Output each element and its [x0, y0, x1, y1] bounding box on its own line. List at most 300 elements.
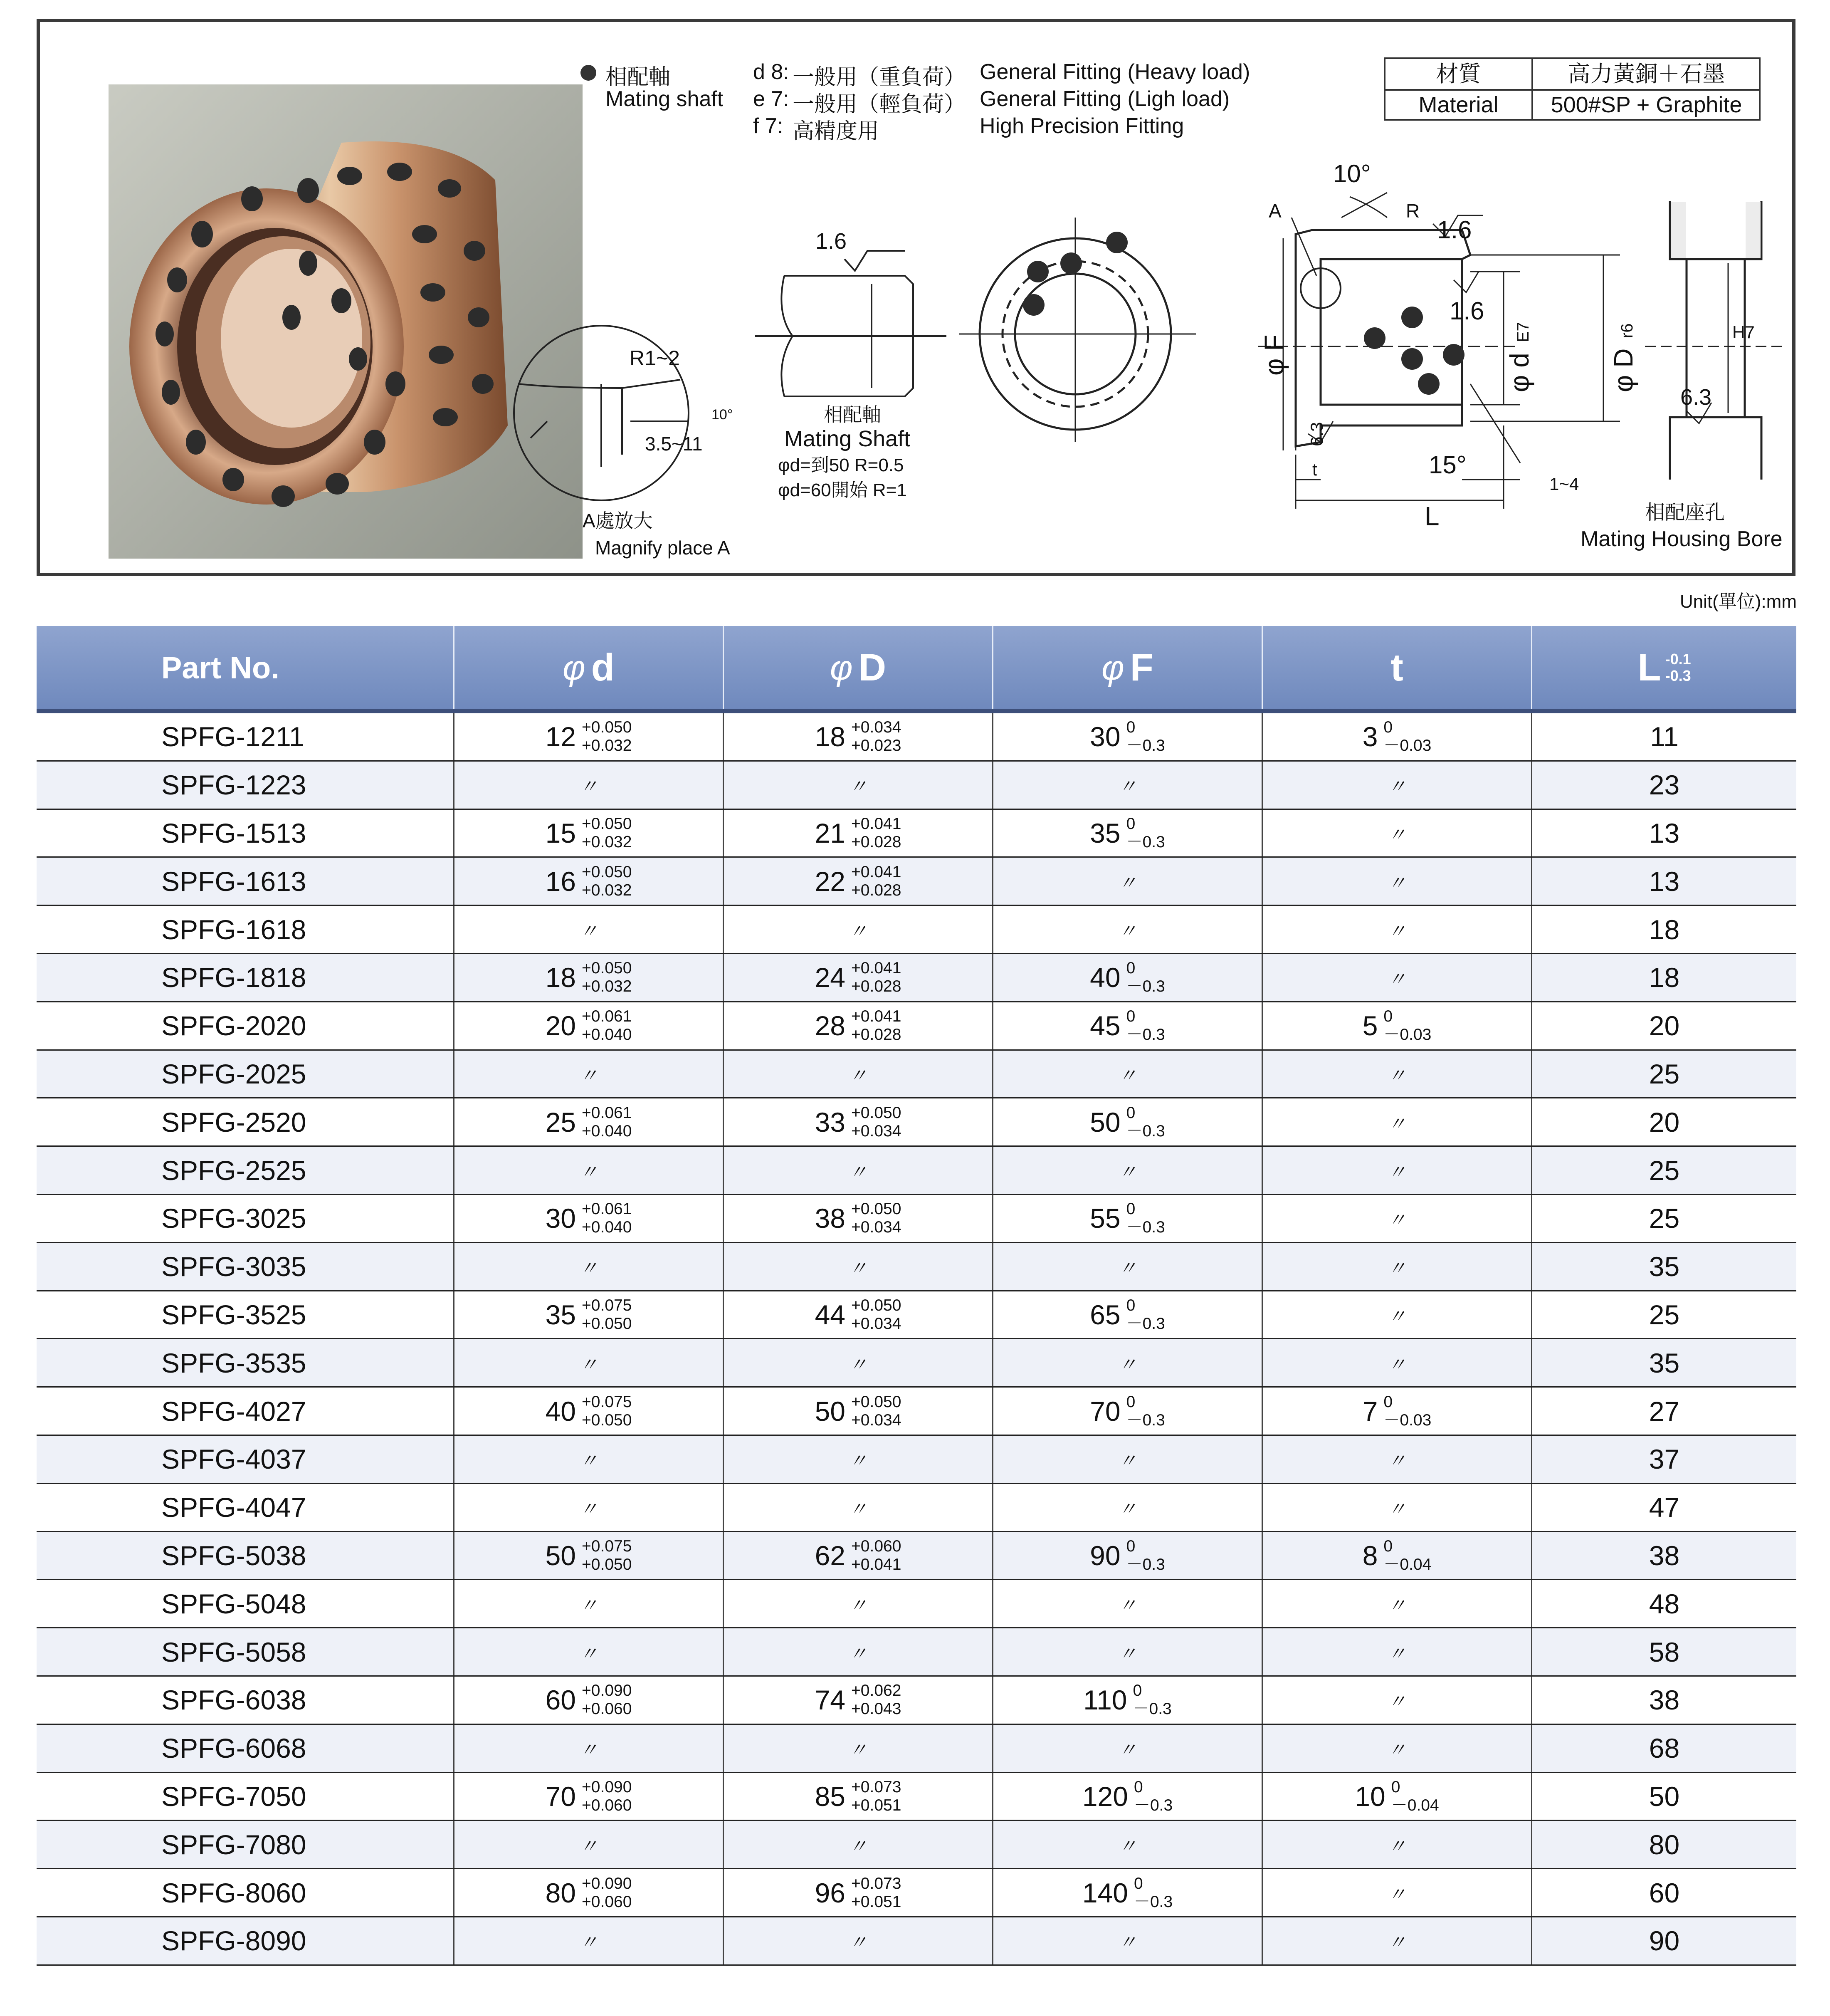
nominal-value: 80: [545, 1877, 576, 1908]
ditto-mark: 〃: [579, 921, 598, 942]
fit-en-e7: General Fitting (Ligh load): [980, 87, 1230, 111]
cell-d-outer: [724, 858, 993, 905]
cell-part: [37, 858, 454, 905]
tolerance-lower: +0.040: [582, 1026, 632, 1044]
ditto-mark: 〃: [1388, 777, 1406, 797]
tolerance-lower: +0.060: [582, 1892, 632, 1911]
part-number: SPFG-5048: [161, 1588, 306, 1619]
tolerance-lower: +0.050: [582, 1411, 632, 1429]
section-rough-top: 1.6: [1437, 216, 1472, 244]
tolerance-lower: －0.3: [1126, 977, 1165, 996]
tolerance-lower: +0.032: [582, 737, 632, 755]
ditto-mark: 〃: [849, 1065, 867, 1086]
housing-caption-en: Mating Housing Bore: [1581, 527, 1783, 551]
nominal-value: 7: [1362, 1395, 1378, 1427]
tolerance-lower: +0.051: [851, 1892, 901, 1911]
tolerance-upper: +0.075: [582, 1296, 632, 1314]
housing-roughness-label: 6.3: [1680, 385, 1712, 410]
table-row: [37, 1917, 1796, 1966]
fit-code-e7: e 7:: [753, 87, 789, 111]
cell-d: [454, 1436, 724, 1483]
cell-d: [454, 1098, 724, 1145]
cell-l: [1532, 762, 1796, 809]
tolerance: [582, 959, 632, 996]
tolerance-upper: +0.041: [851, 863, 901, 881]
cell-d-outer: [724, 1388, 993, 1435]
tolerance-upper: +0.041: [851, 959, 901, 977]
nominal-value: 15: [545, 817, 576, 848]
length-value: 23: [1649, 769, 1680, 801]
tolerance-upper: 0: [1134, 1874, 1143, 1892]
ditto-mark: 〃: [579, 1162, 598, 1182]
header-big-d-label: D: [858, 646, 887, 689]
part-number: SPFG-7080: [161, 1829, 306, 1860]
cell-d-outer: [724, 810, 993, 857]
section-dim-big-d-fit: r6: [1618, 323, 1636, 338]
ditto-mark: 〃: [1388, 1306, 1406, 1327]
fit-cn-e7: 一般用（輕負荷）: [793, 92, 966, 116]
tolerance: [1126, 959, 1165, 996]
cell-d: [454, 1821, 724, 1868]
tolerance: [582, 1778, 632, 1815]
cell-part: [37, 1821, 454, 1868]
tolerance: [1126, 718, 1165, 755]
cell-part: [37, 1917, 454, 1964]
tolerance-upper: +0.060: [851, 1537, 901, 1555]
tolerance-upper: +0.050: [851, 1393, 901, 1411]
part-number: SPFG-5058: [161, 1636, 306, 1667]
tolerance-lower: +0.041: [851, 1555, 901, 1573]
magnify-length-label: 3.5~11: [645, 433, 703, 455]
length-value: 11: [1650, 721, 1679, 752]
cell-l: [1532, 1339, 1796, 1386]
nominal-value: 50: [1090, 1106, 1121, 1138]
cell-l: [1532, 1388, 1796, 1435]
cell-f: [993, 1677, 1263, 1724]
legend-title-en: Mating shaft: [605, 87, 724, 111]
nominal-value: 45: [1090, 1010, 1121, 1041]
tolerance-upper: 0: [1126, 718, 1136, 737]
cell-t: [1263, 1243, 1532, 1290]
tolerance: [851, 1778, 901, 1815]
header-d-label: d: [591, 646, 615, 689]
nominal-value: 18: [545, 962, 576, 993]
shaft-caption-cn: 相配軸: [824, 404, 881, 425]
tolerance-upper: +0.090: [582, 1778, 632, 1796]
cell-t: [1263, 810, 1532, 857]
section-dim-big-d: φ D: [1608, 348, 1638, 392]
ditto-mark: 〃: [849, 1836, 867, 1857]
tolerance-upper: +0.050: [851, 1200, 901, 1218]
tolerance-lower: +0.034: [851, 1411, 901, 1429]
cell-l: [1532, 1725, 1796, 1772]
cell-d: [454, 906, 724, 953]
tolerance-upper: 0: [1391, 1778, 1400, 1796]
tolerance: [1391, 1778, 1439, 1815]
magnify-angle-label: 10°: [711, 407, 733, 423]
nominal-value: 33: [815, 1106, 846, 1138]
cell-part: [37, 906, 454, 953]
shaft-caption-en: Mating Shaft: [784, 426, 911, 451]
nominal-value: 50: [815, 1395, 846, 1427]
cell-d-outer: [724, 1147, 993, 1194]
ditto-mark: 〃: [579, 1740, 598, 1761]
table-row: [37, 1147, 1796, 1195]
tolerance: [1126, 1007, 1165, 1044]
table-row: [37, 954, 1796, 1002]
tolerance-lower: +0.051: [851, 1796, 901, 1814]
tolerance-upper: +0.050: [582, 814, 632, 833]
length-value: 25: [1649, 1058, 1680, 1089]
cell-l: [1532, 1628, 1796, 1675]
length-value: 25: [1649, 1299, 1680, 1330]
table-row: [37, 1773, 1796, 1821]
tolerance: [851, 1875, 901, 1911]
nominal-value: 28: [815, 1010, 846, 1041]
section-t: t: [1312, 460, 1317, 479]
cell-d-outer: [724, 906, 993, 953]
tolerance-upper: +0.061: [582, 1200, 632, 1218]
tolerance-lower: +0.034: [851, 1218, 901, 1237]
ditto-mark: 〃: [1388, 1162, 1406, 1182]
housing-bore-fill-left: [1671, 202, 1686, 258]
tolerance-upper: +0.050: [851, 1296, 901, 1314]
cell-part: [37, 1388, 454, 1435]
cell-l: [1532, 1051, 1796, 1098]
cell-l: [1532, 906, 1796, 953]
cell-part: [37, 1869, 454, 1916]
cell-t: [1263, 1291, 1532, 1338]
part-number: SPFG-8060: [161, 1877, 306, 1908]
cell-part: [37, 1002, 454, 1049]
ditto-mark: 〃: [1388, 969, 1406, 990]
cell-l: [1532, 810, 1796, 857]
nominal-value: 30: [545, 1203, 576, 1234]
fit-en-d8: General Fitting (Heavy load): [980, 60, 1250, 84]
ditto-mark: 〃: [1118, 1065, 1137, 1086]
tolerance: [851, 1682, 901, 1718]
length-value: 48: [1649, 1588, 1680, 1619]
housing-bore-drawing: [1645, 201, 1786, 480]
ditto-mark: 〃: [1118, 1643, 1137, 1664]
cell-t: [1263, 1436, 1532, 1483]
cell-d: [454, 762, 724, 809]
tolerance-lower: －0.3: [1126, 1026, 1165, 1044]
length-value: 25: [1649, 1203, 1680, 1234]
cell-f: [993, 1098, 1263, 1145]
cell-f: [993, 1195, 1263, 1242]
header-d: [454, 626, 724, 709]
tolerance-lower: －0.04: [1383, 1555, 1432, 1573]
tolerance: [1134, 1778, 1173, 1815]
tolerance-upper: 0: [1126, 1537, 1136, 1555]
table-header: [37, 626, 1796, 713]
ditto-mark: 〃: [1388, 1113, 1406, 1134]
ditto-mark: 〃: [579, 777, 598, 797]
part-number: SPFG-3535: [161, 1347, 306, 1378]
cell-t: [1263, 1147, 1532, 1194]
cell-part: [37, 1484, 454, 1531]
nominal-value: 90: [1090, 1540, 1121, 1571]
section-l: L: [1425, 501, 1440, 531]
cell-d-outer: [724, 1628, 993, 1675]
cell-f: [993, 1291, 1263, 1338]
ditto-mark: 〃: [1388, 1643, 1406, 1664]
cell-f: [993, 1917, 1263, 1964]
cell-part: [37, 954, 454, 1001]
tolerance-lower: +0.028: [851, 977, 901, 996]
table-row: [37, 1580, 1796, 1628]
part-number: SPFG-6068: [161, 1733, 306, 1764]
housing-caption-cn: 相配座孔: [1645, 502, 1725, 524]
ditto-mark: 〃: [579, 1836, 598, 1857]
part-number: SPFG-1211: [161, 721, 304, 752]
ditto-mark: 〃: [1118, 921, 1137, 942]
cell-part: [37, 1725, 454, 1772]
fit-cn-d8: 一般用（重負荷）: [793, 65, 966, 89]
tolerance-lower: －0.3: [1126, 1122, 1165, 1140]
tolerance: [582, 1682, 632, 1718]
section-r: R: [1406, 200, 1420, 222]
cell-t: [1263, 1628, 1532, 1675]
tolerance: [1383, 1393, 1431, 1430]
tolerance-upper: 0: [1126, 1296, 1136, 1314]
cell-part: [37, 1147, 454, 1194]
cell-t: [1263, 1869, 1532, 1916]
nominal-value: 55: [1090, 1203, 1121, 1234]
cell-t: [1263, 1532, 1532, 1579]
ditto-mark: 〃: [1118, 1451, 1137, 1472]
cell-d-outer: [724, 1243, 993, 1290]
cell-t: [1263, 954, 1532, 1001]
ditto-mark: 〃: [579, 1643, 598, 1664]
part-number: SPFG-4037: [161, 1444, 306, 1475]
nominal-value: 70: [545, 1781, 576, 1812]
table-row: [37, 1051, 1796, 1099]
cell-l: [1532, 1773, 1796, 1820]
cell-l: [1532, 1243, 1796, 1290]
ditto-mark: 〃: [579, 1499, 598, 1520]
nominal-value: 74: [815, 1685, 846, 1716]
part-number: SPFG-1513: [161, 817, 306, 848]
cell-f: [993, 1773, 1263, 1820]
length-value: 13: [1649, 817, 1680, 848]
cell-t: [1263, 1580, 1532, 1627]
cell-t: [1263, 1051, 1532, 1098]
header-t: [1263, 626, 1532, 709]
tolerance-upper: +0.050: [582, 959, 632, 977]
cell-d-outer: [724, 1773, 993, 1820]
material-value-en: 500#SP + Graphite: [1551, 92, 1742, 117]
ditto-mark: 〃: [849, 1354, 867, 1375]
length-value: 37: [1649, 1444, 1680, 1475]
ditto-mark: 〃: [1118, 777, 1137, 797]
ditto-mark: 〃: [1388, 1692, 1406, 1712]
cell-d: [454, 1917, 724, 1964]
nominal-value: 24: [815, 962, 846, 993]
length-value: 20: [1649, 1010, 1680, 1041]
tolerance: [851, 863, 901, 900]
nominal-value: 120: [1082, 1781, 1128, 1812]
ditto-mark: 〃: [849, 1451, 867, 1472]
cell-f: [993, 954, 1263, 1001]
ditto-mark: 〃: [849, 1740, 867, 1761]
nominal-value: 16: [545, 866, 576, 897]
fit-en-f7: High Precision Fitting: [980, 114, 1184, 138]
legend-title-cn: 相配軸: [605, 65, 671, 89]
tolerance-lower: +0.043: [851, 1700, 901, 1718]
cell-t: [1263, 762, 1532, 809]
length-value: 35: [1649, 1251, 1680, 1282]
cell-d-outer: [724, 713, 993, 760]
length-value: 80: [1649, 1829, 1680, 1860]
cell-t: [1263, 1388, 1532, 1435]
cell-d-outer: [724, 1484, 993, 1531]
cell-f: [993, 1628, 1263, 1675]
cell-part: [37, 1677, 454, 1724]
fit-cn-f7: 高精度用: [793, 119, 879, 143]
tolerance-lower: +0.032: [582, 977, 632, 996]
cell-l: [1532, 713, 1796, 760]
length-value: 18: [1649, 962, 1680, 993]
section-point-a: A: [1269, 200, 1282, 222]
nominal-value: 3: [1362, 721, 1378, 752]
cell-f: [993, 1484, 1263, 1531]
tolerance-upper: +0.050: [851, 1103, 901, 1122]
table-row: [37, 1195, 1796, 1243]
cell-d: [454, 858, 724, 905]
tolerance-lower: +0.028: [851, 833, 901, 851]
tolerance: [851, 1104, 901, 1140]
nominal-value: 22: [815, 866, 846, 897]
table-row: [37, 713, 1796, 762]
header-big-d: [724, 626, 993, 709]
part-number: SPFG-4027: [161, 1395, 306, 1427]
tolerance-lower: －0.3: [1126, 737, 1165, 755]
cell-part: [37, 1195, 454, 1242]
cell-l: [1532, 1917, 1796, 1964]
cell-f: [993, 1388, 1263, 1435]
length-value: 47: [1649, 1492, 1680, 1523]
ditto-mark: 〃: [1388, 1499, 1406, 1520]
part-number: SPFG-1223: [161, 769, 306, 801]
header-f-label: F: [1130, 646, 1153, 689]
tolerance-upper: +0.034: [851, 718, 901, 737]
shaft-roughness-label: 1.6: [815, 229, 847, 254]
tolerance: [582, 1007, 632, 1044]
tolerance-upper: +0.050: [582, 863, 632, 881]
cell-d: [454, 1147, 724, 1194]
part-number: SPFG-3025: [161, 1203, 306, 1234]
tolerance-upper: +0.075: [582, 1537, 632, 1555]
ditto-mark: 〃: [1388, 1065, 1406, 1086]
table-row: [37, 810, 1796, 858]
tolerance-lower: －0.03: [1383, 1411, 1432, 1429]
nominal-value: 85: [815, 1781, 846, 1812]
ditto-mark: 〃: [1388, 1354, 1406, 1375]
cell-t: [1263, 1484, 1532, 1531]
tolerance-upper: 0: [1126, 1200, 1136, 1218]
table-row: [37, 1532, 1796, 1581]
tolerance-upper: 0: [1126, 1393, 1136, 1411]
nominal-value: 10: [1355, 1781, 1385, 1812]
cell-t: [1263, 1917, 1532, 1964]
spec-table: [37, 626, 1796, 1966]
ditto-mark: 〃: [1118, 1595, 1137, 1616]
ditto-mark: 〃: [1118, 1258, 1137, 1279]
cell-d-outer: [724, 1436, 993, 1483]
tolerance-upper: +0.073: [851, 1874, 901, 1892]
nominal-value: 40: [1090, 962, 1121, 993]
cell-part: [37, 1051, 454, 1098]
cell-d: [454, 1388, 724, 1435]
tolerance-lower: －0.03: [1383, 1026, 1432, 1044]
cell-f: [993, 1580, 1263, 1627]
header-l-label: L: [1637, 646, 1661, 689]
table-row: [37, 1291, 1796, 1340]
tolerance: [582, 718, 632, 755]
tolerance-lower: +0.034: [851, 1314, 901, 1333]
part-number: SPFG-5038: [161, 1540, 306, 1571]
tolerance-upper: 0: [1126, 959, 1136, 977]
tolerance-lower: +0.034: [851, 1122, 901, 1140]
header-part-no: [37, 626, 454, 709]
nominal-value: 50: [545, 1540, 576, 1571]
tolerance-lower: －0.04: [1391, 1796, 1439, 1814]
length-value: 13: [1649, 866, 1680, 897]
tolerance-lower: +0.040: [582, 1122, 632, 1140]
table-row: [37, 1869, 1796, 1917]
tolerance: [1133, 1682, 1172, 1718]
end-view-drawing: [959, 218, 1196, 442]
ditto-mark: 〃: [849, 1932, 867, 1953]
cell-l: [1532, 1580, 1796, 1627]
ditto-mark: 〃: [849, 1595, 867, 1616]
section-rough-left: 6.3: [1307, 422, 1326, 446]
cell-f: [993, 1725, 1263, 1772]
cell-d: [454, 1002, 724, 1049]
tolerance-upper: 0: [1383, 1007, 1393, 1026]
housing-fit-label: H7: [1732, 322, 1755, 342]
ditto-mark: 〃: [849, 1162, 867, 1182]
length-value: 27: [1649, 1395, 1680, 1427]
ditto-mark: 〃: [849, 921, 867, 942]
fit-code-d8: d 8:: [753, 60, 789, 84]
nominal-value: 65: [1090, 1299, 1121, 1330]
part-number: SPFG-2020: [161, 1010, 306, 1041]
material-label-cn: 材質: [1385, 59, 1533, 89]
cell-d-outer: [724, 762, 993, 809]
tolerance-lower: －0.3: [1134, 1796, 1173, 1814]
tolerance-upper: +0.073: [851, 1778, 901, 1796]
nominal-value: 18: [815, 721, 846, 752]
section-dim-d: φ d: [1504, 353, 1534, 392]
cell-l: [1532, 1484, 1796, 1531]
material-value-cn: 高力黃銅＋石墨: [1568, 62, 1725, 87]
tolerance: [582, 815, 632, 851]
part-number: SPFG-2025: [161, 1058, 306, 1089]
part-number: SPFG-1613: [161, 866, 306, 897]
ditto-mark: 〃: [1388, 1884, 1406, 1905]
cell-t: [1263, 713, 1532, 760]
part-number: SPFG-2525: [161, 1155, 306, 1186]
tolerance-upper: +0.061: [582, 1103, 632, 1122]
length-value: 90: [1649, 1925, 1680, 1957]
tolerance-upper: 0: [1383, 1393, 1393, 1411]
part-number: SPFG-2520: [161, 1106, 306, 1138]
nominal-value: 5: [1362, 1010, 1378, 1041]
ditto-mark: 〃: [1118, 1354, 1137, 1375]
